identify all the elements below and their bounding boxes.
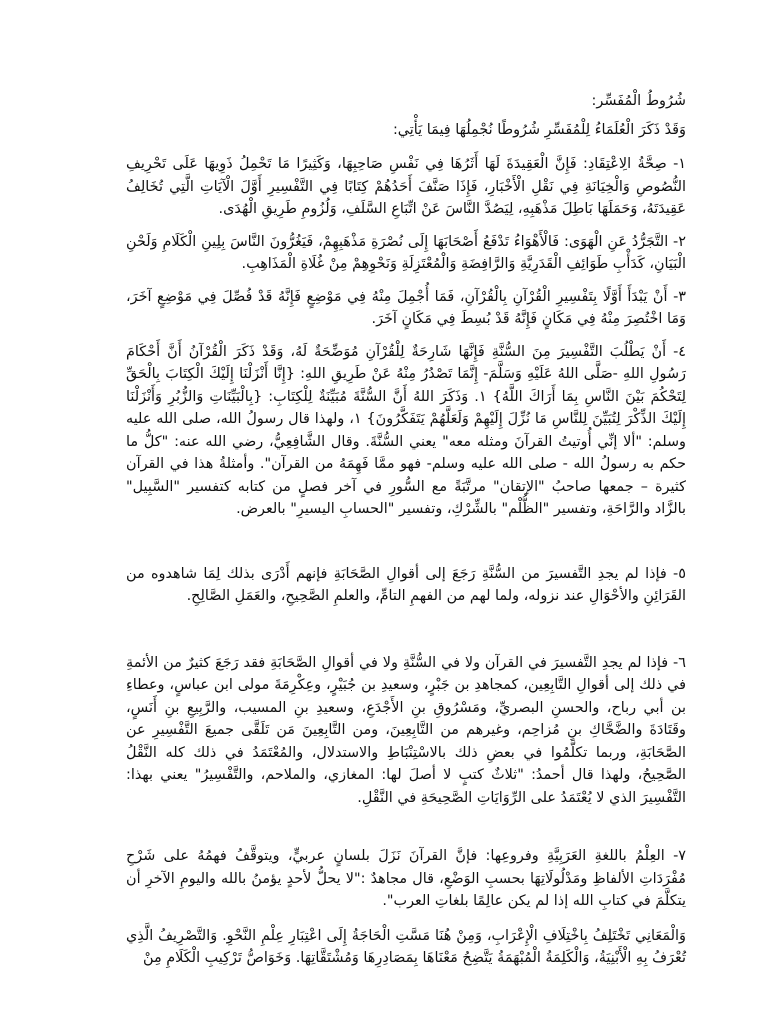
condition-2-paragraph: ٢- التَّجَرُّدُ عَنِ الْهَوَى: فَالْأَهْوَاءُ تَدْفَعُ أَصْحَابَهَا إِلَى نُصْرَةِ مَذْهَبِهِمْ، فَيَغُرُّونَ النَّاسَ بِلِينِ الْكَلَامِ وَلَحْنِ الْبَيَانِ، كَدَأْبِ طَوَائِفِ الْقَدَرِيَّةِ وَالرَّافِضَةِ وَالْمُعْتَزِلَةِ وَنَحْوِهِمْ مِنْ غُلَاةِ الْمَذَاهِبِ. — [126, 233, 686, 272]
grammar-paragraph: وَالْمَعَانِي تَخْتَلِفُ بِاخْتِلَافِ الْإِعْرَابِ، وَمِنْ هُنَا مَسَّتِ الْحَاجَةُ إِلَى اعْتِبَارِ عِلْمِ النَّحْوِ. وَالتَّصْرِيفُ الَّذِي تُعْرَفُ بِهِ الْأَبْنِيَةُ، وَالْكَلِمَةُ الْمُبْهَمَةُ يَتَّضِحُ مَعْنَاهَا بِمَصَادِرِهَا وَمُشْتَقَّاتِهَا. وَخَوَاصُّ تَرْكِيبِ الْكَلَامِ مِنْ — [126, 927, 686, 966]
condition-7-paragraph: ٧- العِلْمُ باللغةِ العَرَبِيَّةِ وفروعِها: فإنَّ القرآنَ نَزَلَ بلسانٍ عربيٍّ، ويتوقَّفُ فهمُهُ على شَرْحِ مُفْرَدَاتِ الألفاظِ ومَدْلُولَاتِهَا بحسبِ الوَضْعِ، قال مجاهدٌ :"لا يحلُّ لأحدٍ يؤمنُ بالله واليومِ الآخرِ أن يتكلَّمَ في كتابِ الله إذا لم يكن عالِمًا بلغاتِ العرب". — [126, 848, 686, 909]
condition-1-paragraph: ١- صِحَّةُ الِاعْتِقَادِ: فَإِنَّ الْعَقِيدَةَ لَهَا أَثَرُهَا فِي نَفْسِ صَاحِبِهَا، وَكَثِيرًا مَا تَحْمِلُ ذَوِيهَا عَلَى تَحْرِيفِ النُّصُوصِ وَالْخِيَانَةِ فِي نَقْلِ الْأَخْبَارِ، فَإِذَا صَنَّفَ أَحَدُهُمْ كِتَابًا فِي التَّفْسِيرِ أَوَّلَ الْآيَاتِ الَّتِي تُخَالِفُ عَقِيدَتَهُ، وَحَمَلَهَا بَاطِلَ مَذْهَبِهِ، لِيَصُدَّ النَّاسَ عَنْ اتِّبَاعِ السَّلَفِ، وَلُزُومِ طَرِيقِ الْهُدَى. — [126, 156, 686, 217]
document-intro: وَقَدْ ذَكَرَ الْعُلَمَاءُ لِلْمُفَسِّرِ شُرُوطًا نُجْمِلُهَا فِيمَا يَأْتِي: — [392, 121, 686, 138]
condition-4-paragraph: ٤- أَنْ يَطْلُبَ التَّفْسِيرَ مِنَ السُّنَّةِ فَإِنَّهَا شَارِحَةٌ لِلْقُرْآنِ مُوَضِّحَةٌ لَهُ، وَقَدْ ذَكَرَ الْقُرْآنُ أَنَّ أَحْكَامَ رَسُولِ اللهِ -صَلَّى اللهُ عَلَيْهِ وَسَلَّمَ- إِنَّمَا تَصْدُرُ مِنْهُ عَنْ طَرِيقِ اللهِ: {إِنَّا أَنْزَلْنَا إِلَيْكَ الْكِتَابَ بِالْحَقِّ لِتَحْكُمَ بَيْنَ النَّاسِ بِمَا أَرَاكَ اللَّهُ} ١. وَذَكَرَ اللهُ أَنَّ السُّنَّةَ مُبَيِّنَةٌ لِلْكِتَابِ: {بِالْبَيِّنَاتِ وَالزُّبُرِ وَأَنْزَلْنَا إِلَيْكَ الذِّكْرَ لِتُبَيِّنَ لِلنَّاسِ مَا نُزِّلَ إِلَيْهِمْ وَلَعَلَّهُمْ يَتَفَكَّرُونَ} ١، ولهذا قال رسولُ الله، صلى الله عليه وسلم: "ألا إنِّي أُوتيتُ القرآنَ ومثله معه" يعني السُّنَّةَ. وقال الشَّافِعِيُّ، رضي الله عنه: "كلُّ ما حكم به رسولُ الله - صلى الله عليه وسلم- فهو ممَّا فَهِمَهُ من القرآن". وأمثلةُ هذا في القرآن كثيرة – جمعها صاحبُ "الإتقان" مرتَّبَةً مع السُّورِ في آخر فصلٍ من كتابه كتفسير "السَّبِيل" بالزَّاد والرَّاحَةِ، وتفسير "الظُّلْم" بالشِّرْكِ، وتفسير "الحسابِ اليسيرِ" بالعرض. — [126, 343, 686, 517]
condition-3-paragraph: ٣- أَنْ يَبْدَأَ أَوَّلًا بِتَفْسِيرِ الْقُرْآنِ بِالْقُرْآنِ، فَمَا أُجْمِلَ مِنْهُ فِي مَوْضِعٍ فَإِنَّهُ قَدْ فُصِّلَ فِي مَوْضِعٍ آخَرَ، وَمَا اخْتُصِرَ مِنْهُ فِي مَكَانٍ فَإِنَّهُ قَدْ بُسِطَ فِي مَكَانٍ آخَرَ. — [126, 288, 686, 327]
condition-5-paragraph: ٥- فإذا لم يجدِ التَّفسيرَ من السُّنَّةِ رَجَعَ إلى أقوالِ الصَّحَابَةِ فإنهم أَدْرَى بذلك لِمَا شاهدوه من القَرَائِنِ والأحْوَالِ عند نزوله، ولما لهم من الفهمِ التامِّ، والعلمِ الصَّحِيحِ، والعَمَلِ الصَّالِحِ. — [126, 565, 686, 604]
condition-6-paragraph: ٦- فإذا لم يجدِ التَّفسيرَ في القرآن ولا في السُّنَّةِ ولا في أقوالِ الصَّحَابَةِ فقد رَجَعَ كثيرٌ من الأئمةِ في ذلك إلى أقوالِ التَّابِعِين، كمجاهدِ بن جَبْرٍ، وسعيدِ بن جُبَيْرٍ، وعِكْرِمَةَ مولى ابن عباسٍ، وعطاءِ بن أبي رباح، والحسنِ البصريِّ، ومَسْرُوقِ بنِ الأَجْدَعِ، وسعيدِ بنِ المسيب، والرَّبِيعِ بنِ أَنَسٍ، وقَتَادَةَ والضَّحَّاكِ بنِ مُزاحِم، وغيرهم من التَّابِعِينَ، ومن التَّابِعِينَ مَن تَلَقَّى جميعَ التَّفْسِيرِ عن الصَّحَابَةِ، وربما تكلَّمُوا في بعضِ ذلك بالاسْتِنْبَاطِ والاستدلال، والمُعْتَمَدُ في ذلك كله النَّقْلُ الصَّحِيحُ، ولهذا قال أحمدُ: "ثلاثٌ كتبٍ لا أصلَ لها: المغازي، والملاحم، والتَّفْسِيرُ" يعني بهذا: التَّفْسِيرَ الذي لا يُعْتَمَدُ على الرِّوَايَاتِ الصَّحِيحَةِ في النَّقْلِ. — [126, 654, 686, 806]
document-title: شُرُوطُ الْمُفَسِّر: — [591, 93, 686, 109]
